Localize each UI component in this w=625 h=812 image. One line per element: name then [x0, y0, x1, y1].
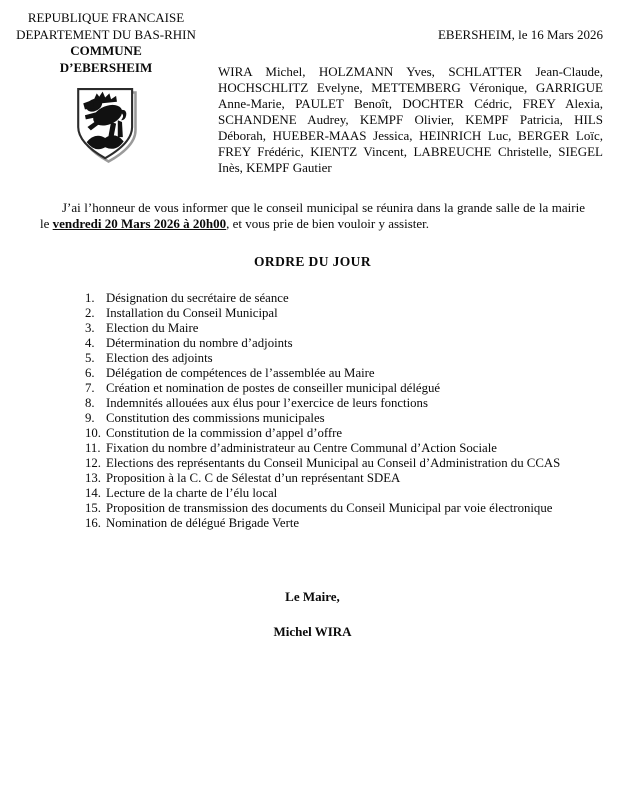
agenda-item-number: 4. [85, 336, 95, 350]
agenda-item-text: Proposition de transmission des documents du Conseil Municipal par voie électronique [106, 501, 553, 515]
agenda-item [85, 351, 585, 366]
document-header [0, 0, 625, 176]
agenda-item [85, 396, 585, 411]
agenda-item-number: 13. [85, 471, 101, 485]
agenda-item [85, 366, 585, 381]
recipients-list: WIRA Michel, HOLZMANN Yves, SCHLATTER Jean-Claude, HOCHSCHLITZ Evelyne, METTEMBERG Véronique, GARRIGUE Anne-Marie, PAULET Benoît, DOCHTER Cédric, FREY Alexia, SCHANDENE Audrey, KEMPF Olivier, KEMPF Patricia, HILS Déborah, HUEBER-MAAS Jessica, HEINRICH Luc, BERGER Loïc, FREY Frédéric, KIENTZ Vincent, LABREUCHE Christelle, SIEGEL Inès, KEMPF Gautier [218, 64, 603, 175]
agenda-item-text: Indemnités allouées aux élus pour l’exercice de leurs fonctions [106, 396, 428, 410]
agenda-item [85, 471, 585, 486]
agenda-item-number: 5. [85, 351, 95, 365]
agenda-item-text: Election du Maire [106, 321, 199, 335]
boar-shield-icon [0, 85, 212, 173]
letterhead-departement: DEPARTEMENT DU BAS-RHIN [16, 26, 196, 42]
intro-paragraph [40, 200, 585, 232]
signature-role: Le Maire, [285, 589, 340, 604]
agenda-item-text: Constitution de la commission d’appel d’offre [106, 426, 343, 440]
agenda-item-text: Désignation du secrétaire de séance [106, 291, 289, 305]
letterhead-republique: REPUBLIQUE FRANCAISE [27, 10, 185, 25]
agenda-item-number: 3. [85, 321, 95, 335]
agenda-item-number: 2. [85, 306, 95, 320]
agenda-item [85, 441, 585, 456]
meeting-datetime: vendredi 20 Mars 2026 à 20h00 [52, 216, 227, 231]
agenda-item-text: Constitution des commissions municipales [106, 411, 325, 425]
agenda-item-text: Délégation de compétences de l’assemblée au Maire [106, 366, 375, 380]
agenda-item [85, 411, 585, 426]
agenda-item-text: Création et nomination de postes de conseiller municipal délégué [106, 381, 441, 395]
agenda-item-number: 11. [85, 441, 101, 455]
agenda-item-number: 14. [85, 486, 101, 500]
agenda-item-text: Détermination du nombre d’adjoints [106, 336, 293, 350]
intro-text-after: , et vous prie de bien vouloir y assister. [226, 216, 430, 231]
agenda-item-text: Installation du Conseil Municipal [106, 306, 278, 320]
agenda-item-text: Nomination de délégué Brigade Verte [106, 516, 300, 530]
agenda-item-number: 12. [85, 456, 101, 470]
agenda-item [85, 456, 585, 471]
agenda-item-text: Fixation du nombre d’administrateur au Centre Communal d’Action Sociale [106, 441, 497, 455]
agenda-item-number: 15. [85, 501, 101, 515]
agenda-item [85, 486, 585, 501]
agenda-item [85, 336, 585, 351]
agenda-item-number: 9. [85, 411, 95, 425]
letterhead-block [0, 10, 212, 176]
agenda-item-text: Elections des représentants du Conseil Municipal au Conseil d’Administration du CCAS [106, 456, 561, 470]
letterhead-ville: D’EBERSHEIM [59, 59, 153, 75]
agenda-item-number: 7. [85, 381, 95, 395]
agenda-item-text: Election des adjoints [106, 351, 213, 365]
agenda-item [85, 516, 585, 531]
agenda-item [85, 381, 585, 396]
agenda-item [85, 306, 585, 321]
agenda-item [85, 501, 585, 516]
agenda-item-number: 6. [85, 366, 95, 380]
letterhead-commune: COMMUNE [70, 43, 142, 58]
agenda-list [85, 291, 585, 531]
agenda-item-number: 8. [85, 396, 95, 410]
agenda-item [85, 321, 585, 336]
agenda-item [85, 291, 585, 306]
agenda-item [85, 426, 585, 441]
intro-text-before: J’ai l’honneur de vous informer que le conseil municipal se réunira dans la grande salle de la mairie le [40, 200, 585, 231]
agenda-item-number: 10. [85, 426, 101, 440]
agenda-item-text: Lecture de la charte de l’élu local [106, 486, 278, 500]
header-right [212, 10, 625, 176]
agenda-item-text: Proposition à la C. C de Sélestat d’un représentant SDEA [106, 471, 401, 485]
agenda-item-number: 16. [85, 516, 101, 530]
dateline: EBERSHEIM, le 16 Mars 2026 [437, 27, 603, 42]
signature-name: Michel WIRA [273, 624, 352, 639]
agenda-title: ORDRE DU JOUR [254, 254, 371, 269]
agenda-item-number: 1. [85, 291, 95, 305]
